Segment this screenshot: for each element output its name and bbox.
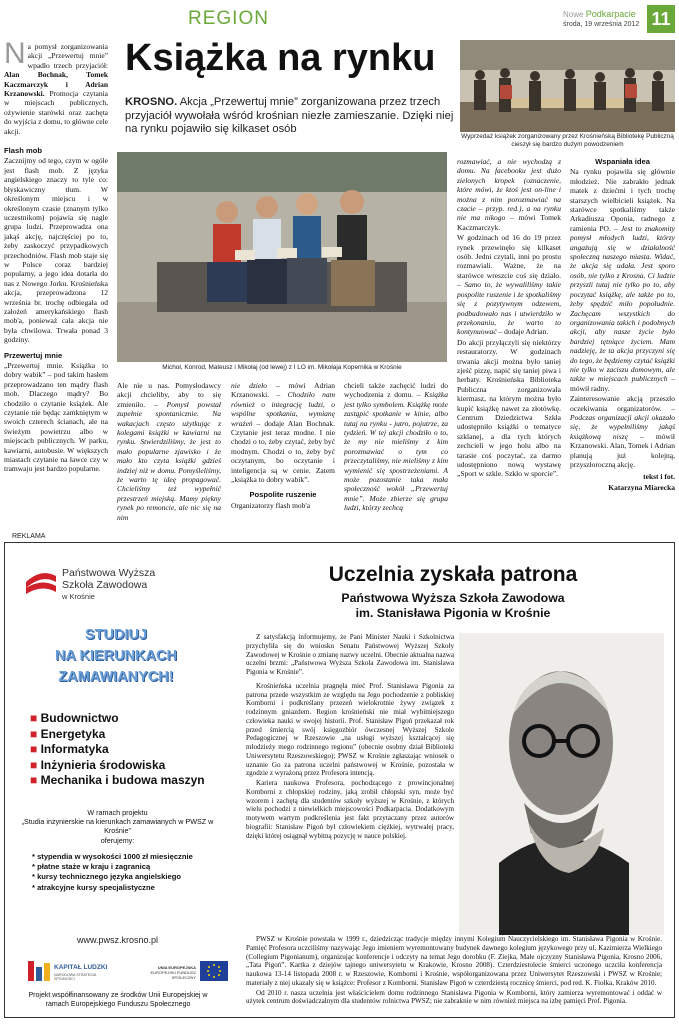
school-name bbox=[62, 567, 155, 603]
bullet-icon: ■ bbox=[30, 773, 38, 787]
article-column-2 bbox=[117, 381, 221, 523]
school-logo-icon bbox=[24, 568, 58, 598]
kapital-ludzki-text: KAPITAŁ LUDZKI bbox=[54, 964, 108, 971]
paragraph bbox=[570, 394, 675, 469]
field-item: ■ Mechanika i budowa maszyn bbox=[30, 773, 205, 787]
study-banner bbox=[16, 625, 216, 688]
paragraph bbox=[231, 381, 335, 484]
benefit-item: * stypendia w wysokości 1000 zł miesięcznie bbox=[32, 852, 193, 861]
intro-paragraph bbox=[4, 37, 108, 136]
article-column-6 bbox=[570, 157, 675, 493]
section-label: REGION bbox=[188, 8, 269, 29]
main-photo bbox=[117, 152, 447, 362]
article-column-5 bbox=[457, 157, 561, 480]
paragraph-text: – dodaje Adrian. bbox=[496, 327, 549, 337]
banner-line: STUDIUJ bbox=[84, 627, 148, 643]
ad-paragraph: Kariera naukowa Profesora, pochodzącego z prowincjonalnej Komborni z chłopskiej rodziny, jaką zrobił chłopski syn, może być wzorem i zachętą dla studentów szkoły wyższej w Krośnie, z których wielu pochodzi z niewielkich miejscowości Podkarpacia. Dodatkowym motywem wartym podkreślenia jest fakt przytaczany przez autorów biografii: Stanisław Pigoń był człowiekiem ciężkiej, wytrwałej pracy, dzięki której osiągnął wybitną pozycję w nauce polskiej. bbox=[246, 779, 454, 840]
benefit-item: * atrakcyjne kursy specjalistyczne bbox=[32, 882, 155, 892]
brand-name: Podkarpacie bbox=[585, 9, 636, 19]
paragraph-text: – mówi Tomek Kaczmarczyk. bbox=[457, 213, 561, 232]
ad-body-wide bbox=[246, 935, 662, 1007]
school-name-line2: Szkoła Zawodowa bbox=[62, 579, 148, 591]
ad-paragraph: Od 2010 r. nasza uczelnia jest właścicielem domu rodzinnego Stanisława Pigonia w Komborni, który zamierza wyremontować i oddać w użytek centrum doświadczalnym dla studentów rolnictwa PWSZ; nie zabraknie w nim również miejsca na izbę pamięci Prof. Pigonia. bbox=[246, 988, 662, 1006]
paragraph: Do akcji przyłączyli się niektórzy restauratorzy. W godzinach trwania akcji można było taniej zjeść pizzę, napić się taniej piwa i herbaty. Krośnieńska Biblioteka Publiczna zorganizowała kiermasz, na którym można było kupić książkę nawet za złotówkę. Centrum Dziedzictwa Szkła udostępniło książki o tematyce szklanej, a dla tych których zechcieli w jego holu albo na tarasie coś poczytać, za darmo udostępniono nową wystawę „Sport w szkle. Szkło w sporcie”. bbox=[457, 337, 561, 479]
paragraph bbox=[570, 167, 675, 393]
bookfair-photo-caption: Wyprzedaż książek zorganizowany przez Krośnieńską Bibliotekę Publiczną cieszył się bardzo dużym powodzeniem bbox=[461, 133, 674, 148]
subhead-pospolite: Pospolite ruszenie bbox=[249, 490, 317, 500]
paragraph-text: – dodaje Alan Bochnak. Czytanie jest teraz modne. I nie chodzi o to, żeby czytać, żeby być modnym. Chodzi o to, żeby być oczytanym, bo oczytanie i inteligencja są w cenie. Zatem „książka to dobry wabik”. bbox=[231, 418, 335, 485]
field-item: ■ Inżynieria środowiska bbox=[30, 757, 166, 772]
ad-paragraph: Krośnieńska uczelnia pragnęła mieć Prof. Stanisława Pigonia za patrona przede wszystkim ze względu na Jego pochodzenie z pobliskiej Komborni i podkreślany przezeń wielokrotnie żywy związek z rodzinnym gniazdem. Region krośnieński nie miał wybitniejszego człowieka nauki w swojej historii. Prof. Stanisław Pigoń przekazał rok przed śmiercią swój księgozbiór ówczesnej Wyższej Szkole Pedagogicznej w Rzeszowie „na usługi wyższej kształcącej się młodzieży mego rodzinnego regionu” (obecnie osobny dział Biblioteki Uniwersytetu Rzeszowskiego); PWSZ w Krośnie zgłaszając wniosek o uznanie Go za patrona uczelni państwowej w Krośnie, pozostała w zgodzie z wyrażoną przez Profesora intencją. bbox=[246, 681, 454, 778]
subheadline-line2: im. Stanisława Pigonia w Krośnie bbox=[355, 606, 551, 620]
kapital-ludzki-icon bbox=[28, 961, 50, 981]
eu-flag-icon bbox=[200, 961, 228, 981]
bullet-icon: ■ bbox=[30, 742, 38, 756]
brand-prefix: Nowe bbox=[563, 10, 584, 19]
bullet-icon: ■ bbox=[30, 757, 38, 772]
dropcap: N bbox=[4, 37, 26, 70]
field-item: ■ Energetyka bbox=[30, 726, 106, 741]
author-name: Katarzyna Miarecka bbox=[608, 482, 675, 492]
field-item: ■ Informatyka bbox=[30, 742, 109, 756]
paragraph-text: chcieli także zachęcić ludzi do wychodzenia z domu. bbox=[344, 381, 448, 400]
paragraph-text: W godzinach od 16 do 19 przez rynek przewinęło się kilkaset osób. Jedni czytali, inni po prostu rozmawiali. Ważne, że na starówce wreszcie coś się działo. bbox=[457, 233, 561, 280]
paragraph bbox=[117, 381, 221, 522]
article-title: Książka na rynku bbox=[125, 37, 436, 79]
quote-text: – Pomysł powstał zupełnie spontanicznie. Na wakacjach często użytkując z kolegami książki w kawiarni na rynku. Stwierdziliśmy, że jest to mało popularne zjawisko i że mało kto czyta książki gdzieś indziej niż w domu. Pomyśleliśmy, że warto tę ideę propagować. Chcieliśmy też wypełnić przestrzeń miejską. Mamy piękny rynek po remoncie, ale nic się na nim bbox=[117, 399, 221, 522]
banner-line: NA KIERUNKACH bbox=[55, 648, 177, 664]
author-label: tekst i fot. bbox=[643, 472, 675, 482]
benefit-item: * płatne staże w kraju i zagranicą bbox=[32, 862, 151, 872]
lead-text: Akcja „Przewertuj mnie” zorganizowana przez trzech przyjaciół wywołała wśród krośnian niezłe zamieszanie. Dzięki niej na rynku pojawiło się kilkaset osób bbox=[125, 96, 454, 135]
quote-text: rozmawiać, a nie wychodzą z domu. Na facebooku jest dużo zielonych kropek (oznaczenie, które mówi, że ktoś jest on-line i można z nim porozmawiać na czacie – przyp. red.), a na rynku nie ma nikogo bbox=[457, 157, 561, 223]
paragraph-text: Zainteresowanie akcją przeszło oczekiwania organizatorów. bbox=[570, 394, 675, 413]
ad-headline: Uczelnia zyskała patrona bbox=[328, 563, 578, 586]
kapital-ludzki-subtext: NARODOWA STRATEGIA SPÓJNOŚCI bbox=[54, 973, 97, 981]
project-intro: W ramach projektu bbox=[87, 808, 148, 817]
organizer-names: Alan Bochnak, Tomek Kaczmarczyk i Adrian Krzanowski. bbox=[4, 70, 108, 99]
school-name-line1: Państwowa Wyższa bbox=[62, 567, 156, 579]
paragraph bbox=[344, 381, 448, 513]
project-info bbox=[20, 808, 215, 845]
benefit-item: * kursy technicznego języka angielskiego bbox=[32, 872, 181, 882]
project-offer: oferujemy: bbox=[100, 835, 135, 845]
eu-logo-text: UNIA EUROPEJSKA EUROPEJSKI FUNDUSZ SPOŁECZNY bbox=[150, 965, 196, 980]
ad-label: REKLAMA bbox=[12, 533, 46, 540]
portrait-photo bbox=[459, 633, 664, 935]
quote-text: – Chodziło nam również o integrację ludzi, o wspólne spotkania, wymianę wrażeń bbox=[231, 390, 335, 428]
bullet-icon: ■ bbox=[30, 726, 38, 741]
paragraph-text: – mówił radny. bbox=[570, 374, 676, 393]
bullet-icon: ■ bbox=[30, 711, 38, 725]
main-photo-caption: Michoł, Konrod, Mateusz i Mikołaj (od lewej) z I LO im. Mikołaja Kopernika w Krośnie bbox=[162, 364, 402, 371]
paragraph: „Przewertuj mnie. Książka to dobry wabik” – pod takim hasłem przeprowadzano ten mądry flash mob. Dlaczego mądry? Bo chodziło o czytanie książek. Ale czytanie nie będąc zamkniętym w swoich czterech ścianach, ale na świeżym powietrzu albo w miejscach publicznych. W parku, kawiarni, autobusie. W większych miastach czytanie na ławce czy w tramwaju jest bardzo popularne. bbox=[4, 361, 108, 474]
kapital-ludzki-logo bbox=[28, 958, 108, 986]
quote-text: – Podczas organizacji akcji okazało się, że wypełniliśmy jakąś książkową niszę bbox=[570, 403, 676, 441]
field-item: ■ Budownictwo bbox=[30, 711, 119, 725]
ad-subheadline bbox=[246, 591, 660, 621]
paragraph: Organizatorzy flash mob'a bbox=[231, 500, 311, 510]
quote-text: – Jest to znakomity pomysł młodych ludzi, którzy angażują się w działalność społeczną naszego miasta. Widać, że akcja się udała. Jest sporo osób, nie tylko z Krosna. Ci ludzie przyszli tutaj nie tylko po to, aby poczytać książkę, ale także po to, żeby spędzić miło popołudnie. Zachęcam wszystkich do organizowania takich i podobnych akcji, aby nasze życie było bardziej tętniące życiem. Mam nadzieję, że ta akcja przyczyni się do tego, że będziemy czytać książki nie tylko w zaciszu domowym, ale także w miejscach publicznych bbox=[570, 223, 675, 384]
school-city: w Krośnie bbox=[62, 592, 95, 601]
paragraph-text: Na rynku pojawiła się głównie młodzież. Nie zabrakło jednak matek z dziećmi i tych trochę starszych wielbicieli książek. Na starówce spotkaliśmy także Arkadiusza Oponia, radnego z ramienia PO. bbox=[570, 167, 675, 233]
article-column-4 bbox=[344, 381, 448, 514]
quote-text: nie dzieło bbox=[231, 381, 267, 390]
lead-place: KROSNO. bbox=[125, 96, 178, 108]
school-logo bbox=[24, 568, 58, 598]
subhead-przewertuj: Przewertuj mnie bbox=[4, 350, 63, 360]
article-column-1 bbox=[4, 37, 108, 475]
article-column-3 bbox=[231, 381, 335, 511]
subhead-flash-mob: Flash mob bbox=[4, 146, 42, 156]
intro-text-end: Promocja czytania w miejscach publicznych, ożywienie starówki oraz zachęta do wyjścia z domu, to główne cele akcji. bbox=[4, 89, 108, 136]
website-link[interactable]: www.pwsz.krosno.pl bbox=[76, 935, 159, 945]
ad-paragraph: Z satysfakcją informujemy, że Pani Minister Nauki i Szkolnictwa przychyliła się do wniosku Senatu Państwowej Wyższej Szkoły Zawodowej w Krośnie o zmianę nazwy uczelni. Obecnie aktualna nazwa uczelni brzmi: „Państwowa Wyższa Szkoła Zawodowa im. Stanisława Pigonia w Krośnie”. bbox=[246, 633, 454, 676]
benefits-list bbox=[32, 852, 193, 893]
paragraph bbox=[457, 233, 561, 336]
page-number: 11 bbox=[647, 5, 675, 33]
project-name: „Studia inżynierskie na kierunkach zamawianych w PWSZ w Krośnie” bbox=[21, 817, 214, 836]
issue-date: środa, 19 września 2012 bbox=[563, 21, 640, 28]
quote-text: – Książka jest tylko symbolem. Książkę może zastąpić spotkanie w kinie, albo tutaj na rynku - jutro, pojutrze, za tydzień. W tej akcji chodziło o to, że my nie mieliśmy z kim porozmawiać o tym co przeczytaliśmy, nie mieliśmy z kim wymienić się spostrzeżeniami. A może pozostanie taka mała społeczność wokół „Przewertuj mnie”. Może zbierze się grupa ludzi, którzy zechcą bbox=[344, 390, 448, 513]
ad-body-column bbox=[246, 633, 454, 841]
masthead-brand bbox=[563, 9, 636, 19]
eu-footer: Projekt współfinansowany ze środków Unii Europejskiej w ramach Europejskiego Funduszu Społecznego bbox=[28, 992, 208, 1008]
bookfair-photo bbox=[460, 40, 675, 132]
article-lead bbox=[125, 96, 455, 137]
paragraph-text: – mówi Adrian Krzanowski. bbox=[231, 381, 336, 400]
paragraph-text: – mówił Krzanowski. Alan, Tomek i Adrian planują już kolejną, przyszłoroczną akcję. bbox=[570, 431, 675, 469]
eu-logo bbox=[150, 960, 228, 984]
fields-list bbox=[30, 711, 205, 789]
intro-text: a pomysł zorganizowania akcji „Przewertuj mnie” wpadło trzech przyjaciół: bbox=[27, 42, 108, 70]
paragraph: Zacznijmy od tego, czym w ogóle jest flash mob. Z języka angielskiego znaczy to tyle co: błyskawiczny tłum. W określonym miejscu i w określonym czasie (znanym tylko uczestnikom) pojawia się nagle grupa ludzi. Przeprowadza ona jakąś akcję, najczęściej po to, żeby zaskoczyć przypadkowych przechodniów. Flash mob staje się w Polsce coraz bardziej popularny, a jego idea dotarła do nas z Nowego Jorku. Krośnieńska akcja, przeprowadzona 12 września br. trochę odbiegała od założeń amerykańskiego flash mob'a, ponieważ cała akcja nie była chwilowa. Trwała ponad 3 godziny. bbox=[4, 156, 108, 345]
banner-line: ZAMAWIANYCH! bbox=[58, 669, 174, 685]
paragraph-text: Ale nie u nas. Pomysłodawcy akcji chcieliby, aby to się zmieniło. bbox=[117, 381, 221, 409]
subheadline-line1: Państwowa Wyższa Szkoła Zawodowa bbox=[341, 591, 565, 605]
subhead-wspaniala: Wspaniała idea bbox=[595, 157, 650, 166]
quote-text: – Samo to, że wywaliliśmy takie pospolite ruszenie i że spotkaliśmy się z pozytywnym odzewem, podbudowało nas i utwierdziło w przekonaniu, że warto to kontynuować bbox=[457, 280, 561, 337]
ad-paragraph: PWSZ w Krośnie powstała w 1999 r., dziedzicząc tradycje między innymi Kolegium Nauczycielskiego im. Stanisława Pigonia w Krośnie. Pamięć Profesora uczciliśmy nazywając Jego imieniem wyremontowany budynek dawnego kolegium językowego przy ul. Kazimierza Wielkiego (Collegium Pigonianum), organizując konferencje i odczyty na temat Jego dorobku (F. Ziejka, Małe ojczyzny Stanisława Pigonia, Krosno 2006, „Tata Pigoń”. Kartka z dziejów tajnego uniwersytetu w Krakowie, Krosno 2008). Czterdziestolecie śmierci uczonego uczciła konferencja naukowa 13-14 listopada 2008 r. w Rzeszowie, Komborni i Krośnie, współorganizowana przez Uniwersytet Rzeszowski i PWSZ w Krośnie; materiały z niej ukazały się w książce: Profesor z Komborni. Stanisław Pigoń w czterdziestą rocznicę śmierci, pod red. K. Fiołka, Kraków 2010. bbox=[246, 935, 662, 987]
paragraph bbox=[457, 157, 561, 232]
